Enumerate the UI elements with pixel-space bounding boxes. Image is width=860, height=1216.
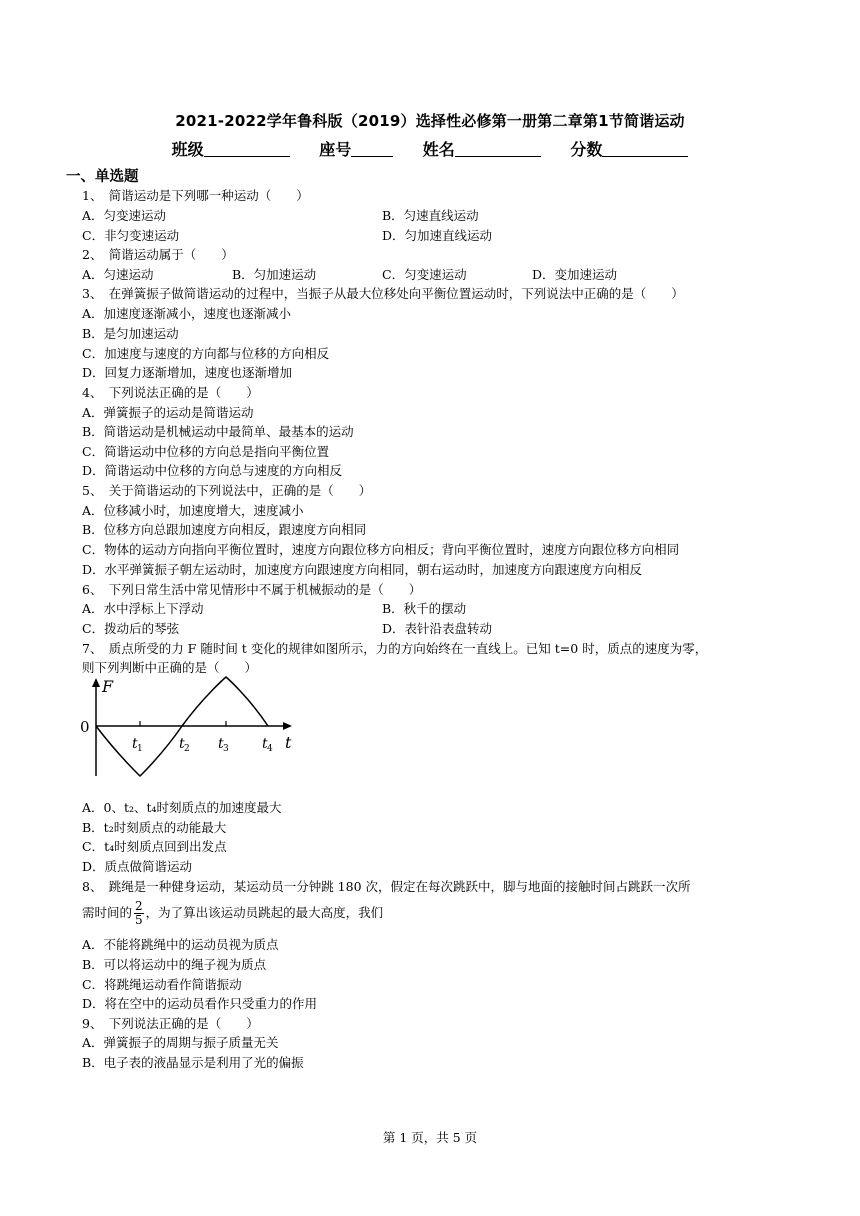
- q4-option-d: D．简谐运动中位移的方向总与速度的方向相反: [82, 463, 343, 478]
- q5-option-a: A．位移减小时，加速度增大，速度减小: [82, 503, 304, 518]
- q6-stem: 6、 下列日常生活中常见情形中不属于机械振动的是（ ）: [82, 582, 422, 597]
- q1-option-c: C．非匀变速运动: [82, 228, 180, 243]
- t2-subscript: 2: [184, 744, 190, 754]
- q4-option-b: B．简谐运动是机械运动中最简单、最基本的运动: [82, 424, 354, 439]
- q7-option-a: A．0、t₂、t₄时刻质点的加速度最大: [82, 800, 282, 815]
- q7-option-c: C．t₄时刻质点回到出发点: [82, 839, 227, 854]
- origin-label: 0: [80, 718, 90, 736]
- q5-option-c: C．物体的运动方向指向平衡位置时，速度方向跟位移方向相反；背向平衡位置时，速度方向跟位移方向相同: [82, 542, 680, 557]
- x-axis-arrow-icon: [283, 722, 292, 730]
- t3-label: t: [218, 736, 224, 752]
- name-blank[interactable]: [455, 140, 541, 157]
- q8-stem-line2: [82, 900, 383, 927]
- q7-stem-line2: 则下列判断中正确的是（ ）: [82, 660, 258, 675]
- q2-stem: 2、 简谐运动属于（ ）: [82, 247, 234, 262]
- t4-subscript: 4: [267, 744, 273, 754]
- q8-stem-line1: 8、 跳绳是一种健身运动，某运动员一分钟跳 180 次，假定在每次跳跃中，脚与地面的接触时间占跳跃一次所: [82, 879, 691, 894]
- q8-option-c: C．将跳绳运动看作简谐振动: [82, 977, 242, 992]
- q2-option-b: B．匀加速运动: [232, 267, 317, 282]
- force-time-graph: [78, 676, 303, 786]
- name-label: 姓名: [422, 140, 455, 159]
- q8-fraction-numerator: 2: [135, 899, 143, 913]
- page-footer: 第 1 页，共 5 页: [382, 1130, 478, 1145]
- q8-stem-post: ，为了算出该运动员跳起的最大高度，我们: [145, 905, 384, 920]
- q7-option-d: D．质点做简谐运动: [82, 859, 193, 874]
- q5-option-b: B．位移方向总跟加速度方向相反，跟速度方向相同: [82, 522, 367, 537]
- y-axis-arrow-icon: [92, 678, 100, 687]
- q8-option-d: D．将在空中的运动员看作只受重力的作用: [82, 996, 318, 1011]
- page-title: 2021-2022学年鲁科版（2019）选择性必修第一册第二章第1节简谐运动: [175, 112, 685, 130]
- q6-option-c: C．拨动后的琴弦: [82, 621, 180, 636]
- q9-option-a: A．弹簧振子的周期与振子质量无关: [82, 1035, 279, 1050]
- q2-option-c: C．匀变速运动: [382, 267, 467, 282]
- t4-label: t: [262, 736, 268, 752]
- seat-label: 座号: [319, 140, 352, 159]
- q3-option-b: B．是匀加速运动: [82, 326, 179, 341]
- q3-stem: 3、 在弹簧振子做简谐运动的过程中，当振子从最大位移处向平衡位置运动时，下列说法中正确的是（ ）: [82, 286, 684, 301]
- q6-option-a: A．水中浮标上下浮动: [82, 601, 204, 616]
- y-axis-label: F: [102, 677, 114, 696]
- q6-option-d: D．表针沿表盘转动: [382, 621, 493, 636]
- q9-stem: 9、 下列说法正确的是（ ）: [82, 1016, 259, 1031]
- score-blank[interactable]: [602, 140, 688, 157]
- q8-stem-pre: 需时间的: [82, 905, 133, 920]
- q4-option-c: C．简谐运动中位移的方向总是指向平衡位置: [82, 444, 330, 459]
- q9-option-b: B．电子表的液晶显示是利用了光的偏振: [82, 1055, 304, 1070]
- x-axis-label: t: [285, 733, 292, 752]
- t1-label: t: [132, 736, 138, 752]
- q2-option-a: A．匀速运动: [82, 267, 154, 282]
- q7-option-b: B．t₂时刻质点的动能最大: [82, 820, 227, 835]
- q1-option-d: D．匀加速直线运动: [382, 228, 493, 243]
- q3-option-c: C．加速度与速度的方向都与位移的方向相反: [82, 346, 330, 361]
- q5-option-d: D．水平弹簧振子朝左运动时，加速度方向跟速度方向相同，朝右运动时，加速度方向跟速度方向相反: [82, 562, 643, 577]
- q7-stem-line1: 7、 质点所受的力 F 随时间 t 变化的规律如图所示，力的方向始终在一直线上。已知 t=0 时，质点的速度为零，: [82, 641, 708, 656]
- q8-option-a: A．不能将跳绳中的运动员视为质点: [82, 937, 279, 952]
- class-label: 班级: [171, 140, 204, 159]
- q2-option-d: D．变加速运动: [532, 267, 618, 282]
- t1-subscript: 1: [137, 744, 143, 754]
- q4-option-a: A．弹簧振子的运动是简谐运动: [82, 405, 254, 420]
- q1-option-b: B．匀速直线运动: [382, 208, 479, 223]
- q8-option-b: B．可以将运动中的绳子视为质点: [82, 957, 267, 972]
- t2-label: t: [179, 736, 185, 752]
- q8-fraction-denominator: 5: [135, 913, 143, 927]
- q4-stem: 4、 下列说法正确的是（ ）: [82, 385, 259, 400]
- q1-option-a: A．匀变速运动: [82, 208, 167, 223]
- q8-fraction: [134, 900, 144, 927]
- class-blank[interactable]: [204, 140, 290, 157]
- q5-stem: 5、 关于简谐运动的下列说法中，正确的是（ ）: [82, 483, 372, 498]
- t3-subscript: 3: [223, 744, 229, 754]
- seat-blank[interactable]: [351, 140, 393, 157]
- q6-option-b: B．秋千的摆动: [382, 601, 467, 616]
- q3-option-a: A．加速度逐渐减小，速度也逐渐减小: [82, 306, 292, 321]
- score-label: 分数: [570, 140, 603, 159]
- section-title: 一、单选题: [66, 169, 139, 185]
- student-info-fields: [0, 137, 860, 160]
- q3-option-d: D．回复力逐渐增加，速度也逐渐增加: [82, 365, 293, 380]
- q1-stem: 1、 简谐运动是下列哪一种运动（ ）: [82, 188, 309, 203]
